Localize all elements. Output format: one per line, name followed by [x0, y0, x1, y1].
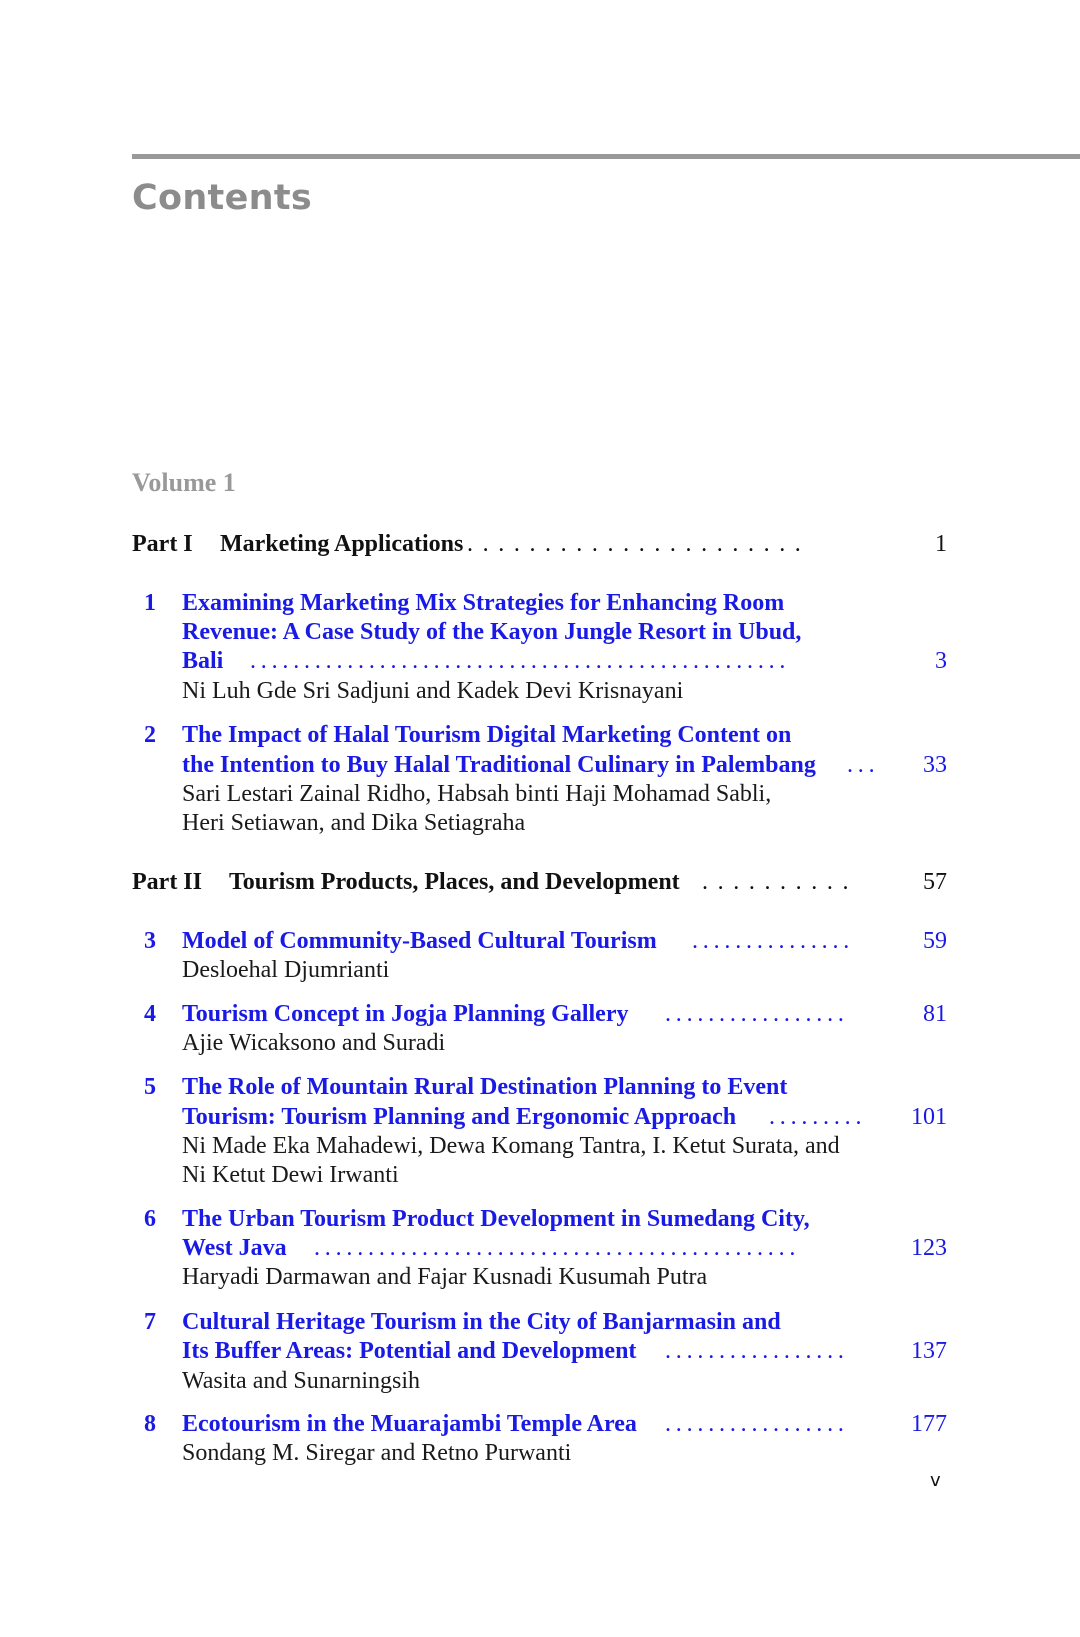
chapter-title-line[interactable]: The Impact of Halal Tourism Digital Marketing Content on	[182, 722, 792, 748]
part-label: Part I	[132, 531, 193, 557]
chapter-number: 7	[144, 1309, 156, 1335]
chapter-title-last-line[interactable]	[182, 646, 947, 676]
chapter-authors: Ajie Wicaksono and Suradi	[182, 1030, 446, 1056]
chapter-title-last-line[interactable]	[182, 999, 947, 1029]
page-heading: Contents	[132, 178, 312, 218]
chapter-title-last-line[interactable]	[182, 750, 947, 780]
chapter-authors: Sondang M. Siregar and Retno Purwanti	[182, 1440, 572, 1466]
chapter-title-line[interactable]: Revenue: A Case Study of the Kayon Jungle Resort in Ubud,	[182, 619, 802, 645]
dot-leader: . . . . . . . . .	[769, 1104, 862, 1130]
page-number: 123	[911, 1235, 947, 1261]
dot-leader: . . . . . . . . . .	[702, 869, 849, 895]
header-rule	[132, 154, 1080, 159]
chapter-number: 3	[144, 928, 156, 954]
chapter-number: 4	[144, 1001, 156, 1027]
part-title: Tourism Products, Places, and Development	[229, 869, 680, 895]
dot-leader: . . . . . . . . . . . . . . . . .	[665, 1001, 844, 1027]
chapter-title-last-line[interactable]	[182, 1102, 947, 1132]
chapter-title-line: Tourism: Tourism Planning and Ergonomic Approach	[182, 1104, 737, 1130]
chapter-title-line[interactable]: Examining Marketing Mix Strategies for Enhancing Room	[182, 590, 785, 616]
chapter-title-last-line[interactable]	[182, 1409, 947, 1439]
chapter-authors: Desloehal Djumrianti	[182, 957, 390, 983]
chapter-authors: Haryadi Darmawan and Fajar Kusnadi Kusumah Putra	[182, 1264, 708, 1290]
chapter-title-line: Model of Community-Based Cultural Tourism	[182, 928, 657, 954]
chapter-number: 5	[144, 1074, 156, 1100]
page-number: 57	[923, 869, 947, 895]
dot-leader: . . . . . . . . . . . . . . . . . . . . . . . . . . . . . . . . . . . . . . . . . . . . . . . . . .	[250, 648, 786, 674]
chapter-number: 2	[144, 722, 156, 748]
chapter-number: 8	[144, 1411, 156, 1437]
chapter-title-line[interactable]: Cultural Heritage Tourism in the City of Banjarmasin and	[182, 1309, 781, 1335]
chapter-title-line[interactable]: The Role of Mountain Rural Destination Planning to Event	[182, 1074, 788, 1100]
chapter-number: 6	[144, 1206, 156, 1232]
chapter-title-line: Ecotourism in the Muarajambi Temple Area	[182, 1411, 637, 1437]
chapter-title-last-line[interactable]	[182, 926, 947, 956]
page-number: 3	[935, 648, 947, 674]
page-folio: v	[930, 1470, 941, 1491]
chapter-number: 1	[144, 590, 156, 616]
dot-leader: . . . . . . . . . . . . . . . . .	[665, 1411, 844, 1437]
chapter-title-last-line[interactable]	[182, 1233, 947, 1263]
page-number: 1	[935, 531, 947, 557]
page-number: 101	[911, 1104, 947, 1130]
chapter-title-line: West Java	[182, 1235, 287, 1261]
chapter-authors: Ni Ketut Dewi Irwanti	[182, 1162, 399, 1188]
chapter-title-line: the Intention to Buy Halal Traditional Culinary in Palembang	[182, 752, 816, 778]
chapter-title-line: Tourism Concept in Jogja Planning Gallery	[182, 1001, 629, 1027]
chapter-authors: Wasita and Sunarningsih	[182, 1368, 421, 1394]
page-number: 137	[911, 1338, 947, 1364]
chapter-authors: Ni Made Eka Mahadewi, Dewa Komang Tantra, I. Ketut Surata, and	[182, 1133, 840, 1159]
dot-leader: . . . . . . . . . . . . . . .	[692, 928, 850, 954]
chapter-title-line: Bali	[182, 648, 224, 674]
part-title: Marketing Applications	[220, 531, 464, 557]
page-number: 33	[923, 752, 947, 778]
dot-leader: . . . . . . . . . . . . . . . . .	[665, 1338, 844, 1364]
volume-label: Volume 1	[132, 468, 236, 497]
chapter-authors: Heri Setiawan, and Dika Setiagraha	[182, 810, 526, 836]
part-entry[interactable]	[132, 529, 947, 559]
chapter-title-line: Its Buffer Areas: Potential and Development	[182, 1338, 637, 1364]
chapter-authors: Sari Lestari Zainal Ridho, Habsah binti Haji Mohamad Sabli,	[182, 781, 772, 807]
page-number: 81	[923, 1001, 947, 1027]
dot-leader: . . . . . . . . . . . . . . . . . . . . . . . . . . . . . . . . . . . . . . . . . . . . .	[314, 1235, 796, 1261]
page-number: 177	[911, 1411, 947, 1437]
dot-leader: . . . . . . . . . . . . . . . . . . . . . .	[467, 531, 801, 557]
part-label: Part II	[132, 869, 202, 895]
chapter-authors: Ni Luh Gde Sri Sadjuni and Kadek Devi Krisnayani	[182, 678, 684, 704]
chapter-title-line[interactable]: The Urban Tourism Product Development in Sumedang City,	[182, 1206, 810, 1232]
part-entry[interactable]	[132, 867, 947, 897]
page-number: 59	[923, 928, 947, 954]
chapter-title-last-line[interactable]	[182, 1336, 947, 1366]
dot-leader: . . .	[847, 752, 875, 778]
